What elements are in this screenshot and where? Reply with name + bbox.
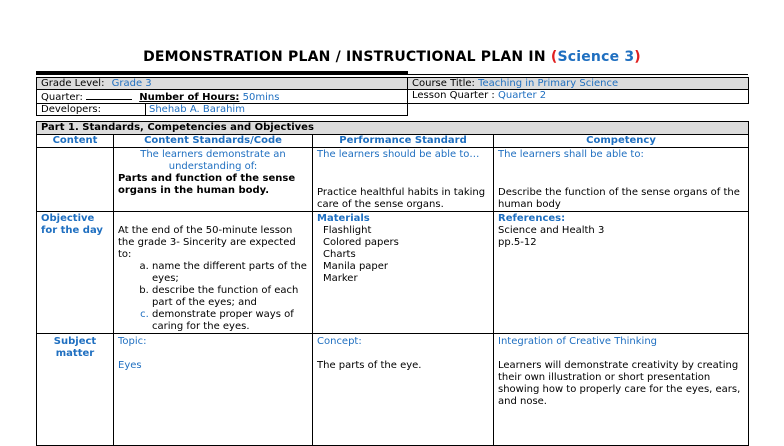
competency-cell [494, 148, 749, 212]
material-item: Marker [323, 273, 358, 284]
developers-label: Developers: [37, 104, 146, 115]
quarter-cell [37, 90, 408, 104]
materials-label: Materials [317, 213, 370, 224]
hours-value: 50mins [242, 92, 280, 103]
references-book: Science and Health 3 [498, 225, 605, 236]
lesson-quarter-cell [408, 90, 749, 104]
col-header-content: Content [37, 135, 114, 148]
concept-value: The parts of the eye. [317, 360, 422, 371]
title-close-paren: ) [634, 49, 641, 65]
part1-heading: Part 1. Standards, Competencies and Objectives [37, 122, 749, 135]
grade-level-cell [37, 78, 408, 90]
col-header-standards: Content Standards/Code [114, 135, 313, 148]
objective-label: Objective for the day [37, 212, 114, 334]
objective-cell [114, 212, 313, 334]
developers-empty [408, 104, 749, 116]
info-row-grade [37, 78, 749, 90]
lesson-quarter-label: Lesson Quarter : [412, 90, 495, 101]
references-cell [494, 212, 749, 334]
performance-text: Practice healthful habits in taking care of the sense organs. [317, 187, 486, 210]
topic-cell [114, 334, 313, 446]
hours-label: Number of Hours: [139, 92, 240, 103]
course-title-cell [408, 78, 749, 90]
objective-intro: At the end of the 50-minute lesson the grade 3- Sincerity are expected to: [118, 225, 296, 260]
part1-heading-row [37, 122, 749, 135]
grade-level-value: Grade 3 [111, 78, 152, 89]
topic-value: Eyes [118, 360, 142, 371]
material-item: Manila paper [323, 261, 389, 272]
objective-item: b. describe the function of each part of the eyes; and [152, 285, 308, 309]
objective-list [118, 261, 308, 333]
material-item: Charts [323, 249, 356, 260]
integration-label: Integration of Creative Thinking [498, 336, 658, 347]
lesson-quarter-value: Quarter 2 [497, 90, 547, 101]
references-pages: pp.5-12 [498, 237, 537, 248]
competency-intro: The learners shall be able to: [498, 149, 644, 160]
col-header-competency: Competency [494, 135, 749, 148]
integration-text: Learners will demonstrate creativity by creating their own illustration or short presentation showing how to properly care for the eyes, ears, and nose. [498, 360, 741, 407]
performance-intro: The learners should be able to… [317, 149, 480, 160]
title-rule-thin [36, 74, 748, 75]
standards-row-label [37, 148, 114, 212]
concept-cell [313, 334, 494, 446]
material-item: Flashlight [323, 225, 372, 236]
info-row-quarter [37, 90, 749, 104]
objective-item: a. name the different parts of the eyes; [152, 261, 308, 285]
document-title [0, 49, 784, 65]
course-title-label: Course Title: [412, 78, 475, 89]
material-item: Colored papers [323, 237, 399, 248]
title-main: DEMONSTRATION PLAN / INSTRUCTIONAL PLAN IN [143, 49, 546, 65]
topic-label: Topic: [118, 336, 147, 347]
competency-text: Describe the function of the sense organs of the human body [498, 187, 740, 210]
objective-item: c. demonstrate proper ways of caring for the eyes. [152, 309, 308, 333]
content-standard-intro: The learners demonstrate an understanding of: [140, 149, 286, 172]
title-subject: Science 3 [557, 49, 635, 65]
content-standard-cell [114, 148, 313, 212]
developers-cell [37, 104, 408, 116]
title-open-paren: ( [550, 49, 558, 65]
materials-cell [313, 212, 494, 334]
concept-label: Concept: [317, 336, 362, 347]
standards-row [37, 148, 749, 212]
course-title-value: Teaching in Primary Science [478, 78, 619, 89]
col-header-performance: Performance Standard [313, 135, 494, 148]
developers-value: Shehab A. Barahim [149, 104, 245, 115]
quarter-label: Quarter: [41, 92, 83, 103]
subject-matter-label: Subject matter [37, 334, 114, 446]
content-standard-text: Parts and function of the sense organs in the human body. [118, 173, 296, 196]
info-table [36, 77, 749, 116]
objective-row [37, 212, 749, 334]
performance-standard-cell [313, 148, 494, 212]
info-row-developers [37, 104, 749, 116]
subject-matter-row [37, 334, 749, 446]
quarter-blank [86, 90, 132, 100]
column-header-row [37, 135, 749, 148]
integration-cell [494, 334, 749, 446]
grade-level-label: Grade Level: [41, 78, 105, 89]
standards-table [36, 121, 749, 446]
references-label: References: [498, 213, 566, 224]
